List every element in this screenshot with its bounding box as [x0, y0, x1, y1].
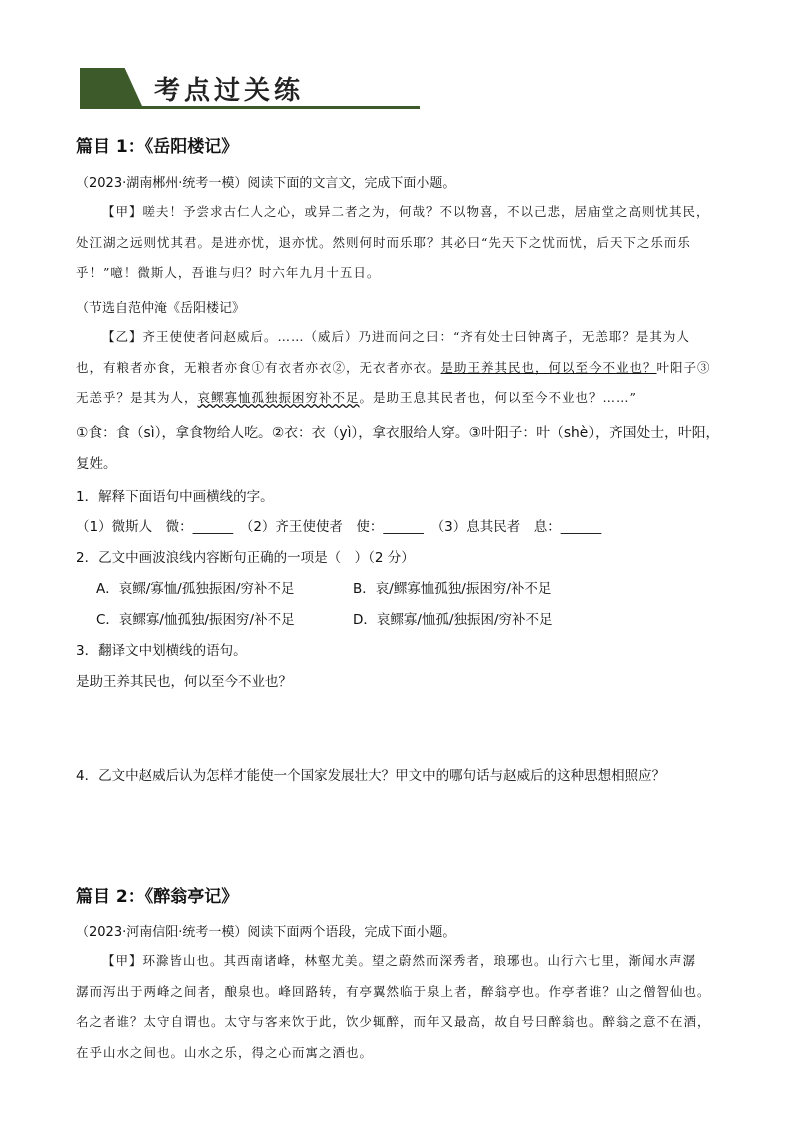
jia-line-3: 乎！”噫！微斯人，吾谁与归？时六年九月十五日。 [76, 265, 381, 280]
banner-rule [80, 106, 420, 109]
yi-line-2: 也，有粮者亦食，无粮者亦食①有衣者亦衣②，无衣者亦衣。是助王养其民也，何以至今不业也？叶阳子③ [76, 359, 711, 375]
banner-shape [80, 68, 142, 106]
question-2: 2．乙文中画波浪线内容断句正确的一项是（ ）（2 分） [76, 550, 415, 566]
section1-jia-passage [76, 197, 726, 289]
s2-jia-line-1: 【甲】环滁皆山也。其西南诸峰，林壑尤美。望之蔚然而深秀者，琅琊也。山行六七里，渐闻水声潺 [102, 953, 697, 968]
section1-yi-passage [76, 322, 726, 414]
question-3-sentence: 是助王养其民也，何以至今不业也？ [76, 674, 292, 690]
yi-line-3: 无恙乎？是其为人，哀鳏寡恤孤独振困穷补不足。是助王息其民者也，何以至今不业也？……” [76, 390, 637, 405]
section-banner [80, 68, 420, 112]
section2-heading: 篇目 2：《醉翁亭记》 [76, 887, 239, 907]
annotation-line-1: ①食：食（sì），拿食物给人吃。②衣：衣（yì），拿衣服给人穿。③叶阳子：叶（shè），齐国处士，叶阳， [76, 425, 720, 441]
section2-source: （2023·河南信阳·统考一模）阅读下面两个语段，完成下面小题。 [76, 925, 456, 940]
annotation-line-2: 复姓。 [76, 456, 117, 472]
section2-jia-passage [76, 946, 726, 1068]
question-1: 1．解释下面语句中画横线的字。 [76, 489, 274, 505]
banner-title: 考点过关练 [154, 76, 305, 106]
s2-jia-line-2: 潺而泻出于两峰之间者，酿泉也。峰回路转，有亭翼然临于泉上者，醉翁亭也。作亭者谁？山之僧智仙也。 [76, 983, 711, 999]
s2-jia-line-4: 在乎山水之间也。山水之乐，得之心而寓之酒也。 [76, 1044, 374, 1060]
option-c: C．哀鳏寡/恤孤独/振困穷/补不足 [96, 612, 295, 628]
section1-heading: 篇目 1：《岳阳楼记》 [76, 137, 239, 157]
section1-source: （2023·湖南郴州·统考一模）阅读下面的文言文，完成下面小题。 [76, 176, 456, 191]
yi-line-1: 【乙】齐王使使者问赵威后。……（威后）乃进而问之曰：“齐有处士曰钟离子，无恙耶？是其为人 [102, 329, 690, 344]
wavy-underlined-phrase: 哀鳏寡恤孤独振困穷补不足 [197, 390, 360, 405]
jia-line-1: 【甲】嗟夫！予尝求古仁人之心，或异二者之为，何哉？不以物喜，不以己悲，居庙堂之高则忧其民， [102, 204, 710, 219]
question-3: 3．翻译文中划横线的语句。 [76, 643, 247, 659]
s2-jia-line-3: 名之者谁？太守自谓也。太守与客来饮于此，饮少辄醉，而年又最高，故自号曰醉翁也。醉翁之意不在酒， [76, 1014, 711, 1029]
jia-source-note: （节选自范仲淹《岳阳楼记》 [76, 301, 246, 316]
option-d: D．哀鳏寡/恤孤/独振困/穷补不足 [353, 612, 553, 628]
option-b: B．哀/鳏寡恤孤独/振困穷/补不足 [353, 581, 552, 597]
question-1-items: （1）微斯人 微：______ （2）齐王使使者 使：______ （3）息其民者 息：______ [76, 519, 602, 535]
question-4: 4．乙文中赵威后认为怎样才能使一个国家发展壮大？甲文中的哪句话与赵威后的这种思想相照应？ [76, 768, 666, 784]
option-a: A．哀鳏/寡恤/孤独振困/穷补不足 [96, 581, 295, 597]
jia-line-2: 处江湖之远则忧其君。是进亦忧，退亦忧。然则何时而乐耶？其必曰“先天下之忧而忧，后天下之乐而乐 [76, 234, 691, 250]
underlined-sentence: 是助王养其民也，何以至今不业也？ [440, 359, 657, 375]
